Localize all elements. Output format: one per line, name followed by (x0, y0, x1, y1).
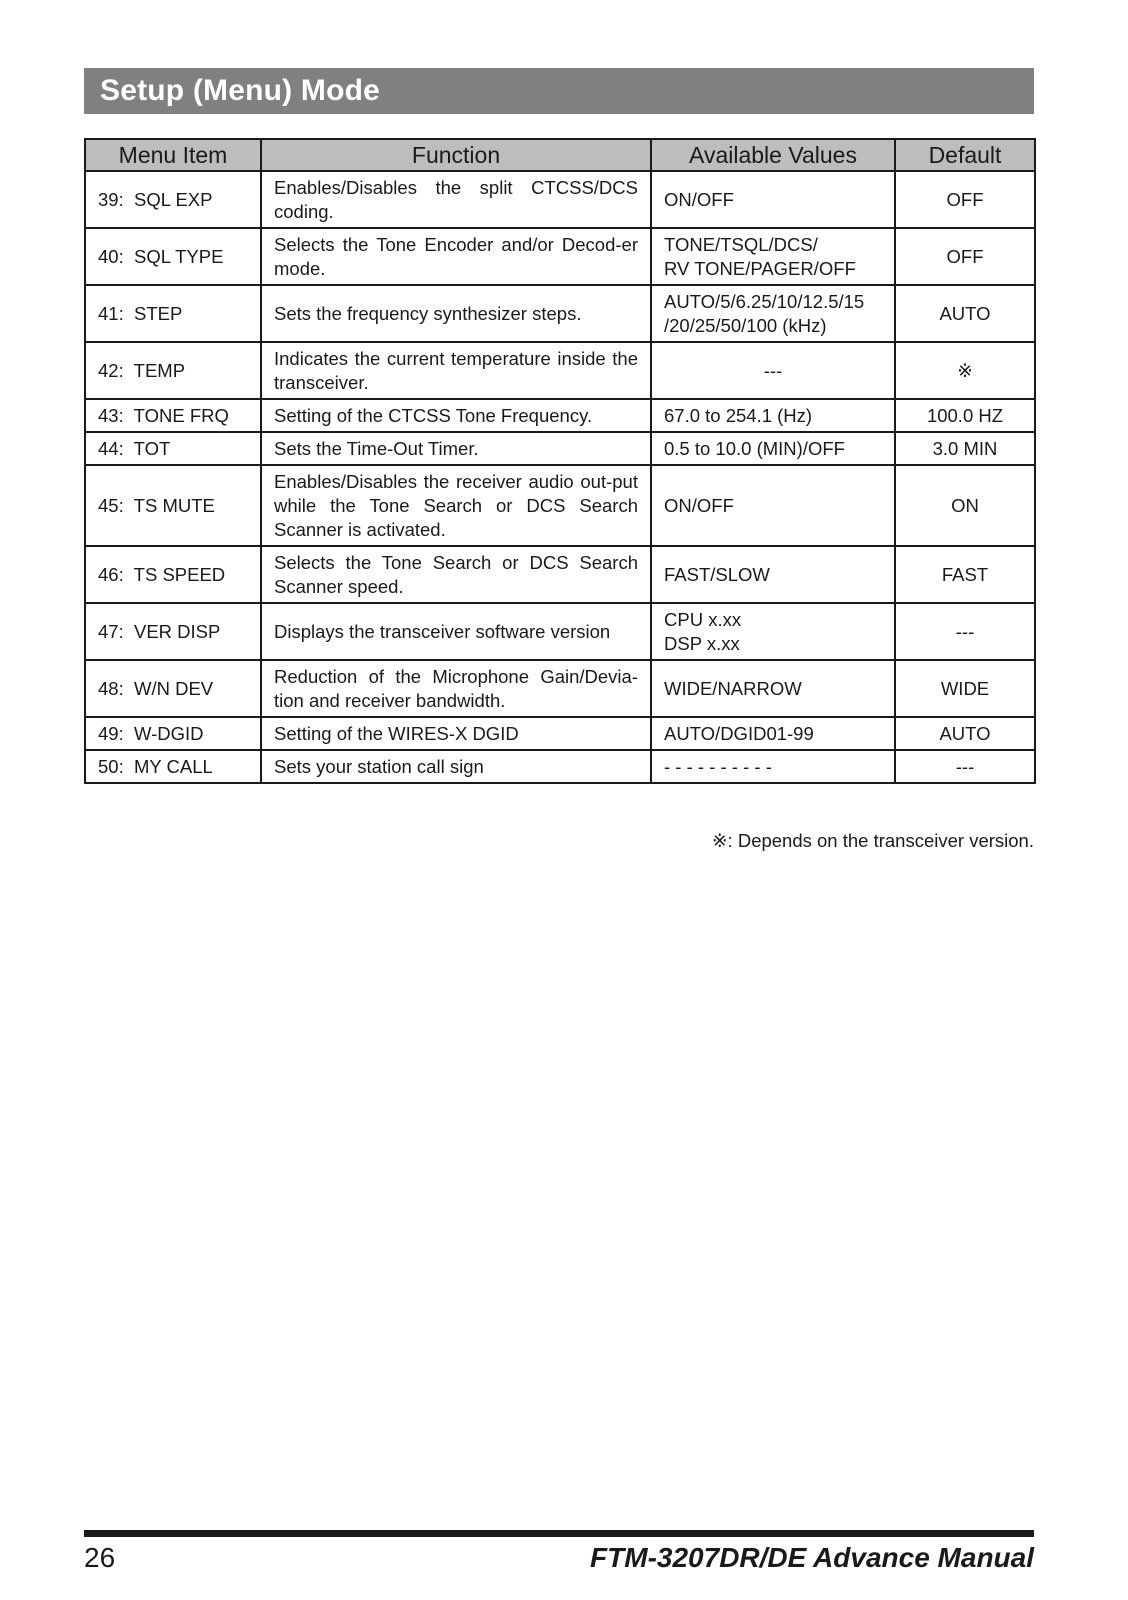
manual-title: FTM-3207DR/DE Advance Manual (590, 1542, 1034, 1573)
values-cell: 0.5 to 10.0 (MIN)/OFF (651, 432, 895, 465)
default-cell: 100.0 HZ (895, 399, 1035, 432)
function-cell: Selects the Tone Encoder and/or Decod-er mode. (261, 228, 651, 285)
table-row (85, 465, 1035, 546)
values-cell: ON/OFF (651, 171, 895, 228)
values-cell: ON/OFF (651, 465, 895, 546)
function-cell: Enables/Disables the receiver audio out-put while the Tone Search or DCS Search Scanner is activated. (261, 465, 651, 546)
default-cell: --- (895, 603, 1035, 660)
default-cell: AUTO (895, 285, 1035, 342)
menu-item-cell: 39: SQL EXP (85, 171, 261, 228)
values-cell: TONE/TSQL/DCS/ RV TONE/PAGER/OFF (651, 228, 895, 285)
header-menu-item: Menu Item (85, 139, 261, 171)
page-number: 26 (84, 1542, 116, 1573)
table-row (85, 285, 1035, 342)
table-header-row (85, 139, 1035, 171)
table-row (85, 171, 1035, 228)
function-cell: Enables/Disables the split CTCSS/DCS coding. (261, 171, 651, 228)
table-row (85, 660, 1035, 717)
default-cell: OFF (895, 171, 1035, 228)
menu-item-cell: 42: TEMP (85, 342, 261, 399)
header-default: Default (895, 139, 1035, 171)
menu-item-cell: 47: VER DISP (85, 603, 261, 660)
table-row (85, 717, 1035, 750)
values-cell: CPU x.xx DSP x.xx (651, 603, 895, 660)
menu-item-cell: 45: TS MUTE (85, 465, 261, 546)
section-title: Setup (Menu) Mode (100, 74, 381, 107)
menu-item-cell: 48: W/N DEV (85, 660, 261, 717)
values-cell: 67.0 to 254.1 (Hz) (651, 399, 895, 432)
values-cell: --- (651, 342, 895, 399)
default-cell: ※ (895, 342, 1035, 399)
function-cell: Setting of the CTCSS Tone Frequency. (261, 399, 651, 432)
table-row (85, 399, 1035, 432)
values-cell: AUTO/5/6.25/10/12.5/15 /20/25/50/100 (kHz) (651, 285, 895, 342)
default-cell: AUTO (895, 717, 1035, 750)
table-row (85, 228, 1035, 285)
function-cell: Displays the transceiver software version (261, 603, 651, 660)
values-cell: WIDE/NARROW (651, 660, 895, 717)
function-cell: Sets the frequency synthesizer steps. (261, 285, 651, 342)
function-cell: Sets your station call sign (261, 750, 651, 783)
function-cell: Indicates the current temperature inside the transceiver. (261, 342, 651, 399)
footnote: ※: Depends on the transceiver version. (712, 830, 1034, 851)
values-cell: - - - - - - - - - - (651, 750, 895, 783)
menu-item-cell: 44: TOT (85, 432, 261, 465)
footer-divider (84, 1530, 1034, 1537)
default-cell: WIDE (895, 660, 1035, 717)
table-row (85, 342, 1035, 399)
header-function: Function (261, 139, 651, 171)
default-cell: OFF (895, 228, 1035, 285)
table-row (85, 750, 1035, 783)
menu-item-cell: 49: W-DGID (85, 717, 261, 750)
menu-item-cell: 50: MY CALL (85, 750, 261, 783)
menu-item-cell: 43: TONE FRQ (85, 399, 261, 432)
table-row (85, 546, 1035, 603)
header-available-values: Available Values (651, 139, 895, 171)
section-header-bar (84, 68, 1034, 114)
menu-settings-table (84, 138, 1036, 784)
table-row (85, 603, 1035, 660)
menu-item-cell: 46: TS SPEED (85, 546, 261, 603)
function-cell: Selects the Tone Search or DCS Search Scanner speed. (261, 546, 651, 603)
default-cell: 3.0 MIN (895, 432, 1035, 465)
function-cell: Setting of the WIRES-X DGID (261, 717, 651, 750)
values-cell: FAST/SLOW (651, 546, 895, 603)
function-cell: Sets the Time-Out Timer. (261, 432, 651, 465)
function-cell: Reduction of the Microphone Gain/Devia-tion and receiver bandwidth. (261, 660, 651, 717)
values-cell: AUTO/DGID01-99 (651, 717, 895, 750)
table-row (85, 432, 1035, 465)
default-cell: ON (895, 465, 1035, 546)
menu-item-cell: 41: STEP (85, 285, 261, 342)
default-cell: --- (895, 750, 1035, 783)
default-cell: FAST (895, 546, 1035, 603)
menu-item-cell: 40: SQL TYPE (85, 228, 261, 285)
